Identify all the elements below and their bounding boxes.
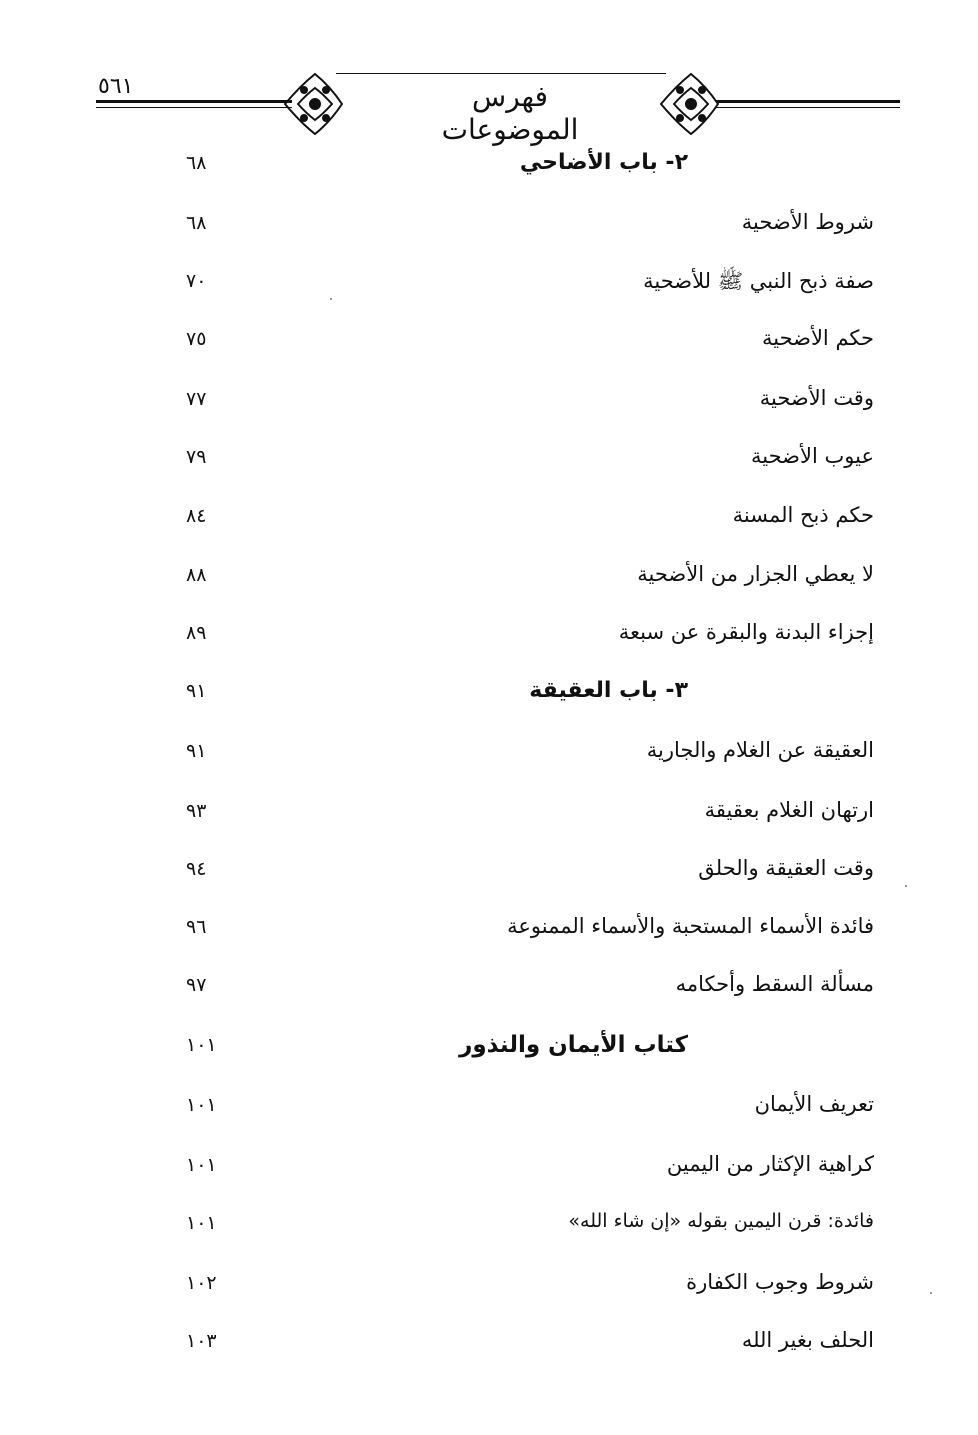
header-rule-right bbox=[716, 100, 900, 103]
entry-title: ارتهان الغلام بعقيقة bbox=[704, 798, 874, 822]
entry-title: إجزاء البدنة والبقرة عن سبعة bbox=[618, 620, 874, 644]
toc-entry bbox=[0, 386, 978, 426]
entry-title: شروط وجوب الكفارة bbox=[686, 1270, 874, 1294]
entry-title: كراهية الإكثار من اليمين bbox=[666, 1152, 874, 1176]
entry-title: شروط الأضحية bbox=[741, 210, 874, 234]
toc-entry bbox=[0, 562, 978, 602]
header-rule-left bbox=[96, 100, 292, 103]
entry-title: تعريف الأيمان bbox=[754, 1092, 874, 1116]
header-top-line bbox=[336, 73, 666, 74]
entry-title: حكم ذبح المسنة bbox=[732, 503, 874, 527]
toc-entry bbox=[0, 856, 978, 896]
entry-page: ٩١ bbox=[186, 680, 207, 702]
entry-title: كتاب الأيمان والنذور bbox=[459, 1032, 688, 1058]
left-ornament-icon bbox=[280, 66, 350, 142]
header-rule-right-thin bbox=[716, 107, 900, 108]
entry-title: فائدة: قرن اليمين بقوله «إن شاء الله» bbox=[568, 1210, 874, 1232]
toc-entry bbox=[0, 1328, 978, 1368]
toc-entry bbox=[0, 210, 978, 250]
entry-page: ٩٣ bbox=[186, 800, 207, 822]
entry-title: صفة ذبح النبي ﷺ للأضحية bbox=[643, 269, 874, 293]
entry-page: ٧٠ bbox=[186, 270, 207, 292]
right-ornament-icon bbox=[656, 66, 726, 142]
toc-entry bbox=[0, 738, 978, 778]
entry-page: ١٠١ bbox=[186, 1154, 217, 1176]
entry-page: ٧٥ bbox=[186, 328, 207, 350]
toc-entry bbox=[0, 1270, 978, 1310]
entry-page: ٧٩ bbox=[186, 446, 207, 468]
scan-speck bbox=[330, 298, 332, 300]
scan-speck bbox=[930, 1292, 932, 1294]
header-rule-left-thin bbox=[96, 107, 292, 108]
entry-page: ٨٤ bbox=[186, 505, 207, 527]
toc-book-heading bbox=[0, 1032, 978, 1072]
toc-entry bbox=[0, 268, 978, 308]
entry-title: العقيقة عن الغلام والجارية bbox=[646, 738, 874, 762]
entry-page: ٩٧ bbox=[186, 974, 207, 996]
toc-entry bbox=[0, 972, 978, 1012]
page-number: ٥٦١ bbox=[98, 74, 134, 99]
entry-title: لا يعطي الجزار من الأضحية bbox=[637, 562, 874, 586]
entry-title: وقت العقيقة والحلق bbox=[698, 856, 874, 880]
entry-title: فائدة الأسماء المستحبة والأسماء الممنوعة bbox=[507, 914, 874, 938]
entry-page: ٦٨ bbox=[186, 152, 207, 174]
entry-title: ٣- باب العقيقة bbox=[529, 678, 688, 703]
toc-entry bbox=[0, 798, 978, 838]
entry-page: ٩٦ bbox=[186, 916, 207, 938]
toc-section-heading bbox=[0, 678, 978, 718]
toc-entry bbox=[0, 620, 978, 660]
entry-page: ٩٤ bbox=[186, 858, 207, 880]
toc-section-heading bbox=[0, 150, 978, 190]
entry-page: ١٠١ bbox=[186, 1034, 217, 1056]
entry-title: وقت الأضحية bbox=[759, 386, 874, 410]
entry-page: ٨٩ bbox=[186, 622, 207, 644]
entry-page: ٩١ bbox=[186, 740, 207, 762]
entry-page: ٦٨ bbox=[186, 212, 207, 234]
page-header bbox=[90, 66, 902, 148]
entry-title: مسألة السقط وأحكامه bbox=[675, 972, 874, 996]
toc-entry bbox=[0, 503, 978, 543]
entry-title: عيوب الأضحية bbox=[751, 444, 874, 468]
entry-page: ١٠٣ bbox=[186, 1330, 217, 1352]
entry-page: ٧٧ bbox=[186, 388, 207, 410]
toc-entry bbox=[0, 326, 978, 366]
entry-title: الحلف بغير الله bbox=[741, 1328, 874, 1352]
entry-page: ١٠١ bbox=[186, 1094, 217, 1116]
header-title: فهرس الموضوعات bbox=[441, 80, 579, 146]
entry-page: ١٠١ bbox=[186, 1212, 217, 1234]
toc-entry bbox=[0, 444, 978, 484]
entry-title: حكم الأضحية bbox=[761, 326, 874, 350]
entry-page: ١٠٢ bbox=[186, 1272, 217, 1294]
scan-speck bbox=[905, 885, 907, 887]
toc-entry bbox=[0, 914, 978, 954]
entry-page: ٨٨ bbox=[186, 564, 207, 586]
toc-entry bbox=[0, 1152, 978, 1192]
toc-entry bbox=[0, 1092, 978, 1132]
entry-title: ٢- باب الأضاحي bbox=[519, 150, 688, 175]
toc-entry bbox=[0, 1210, 978, 1250]
